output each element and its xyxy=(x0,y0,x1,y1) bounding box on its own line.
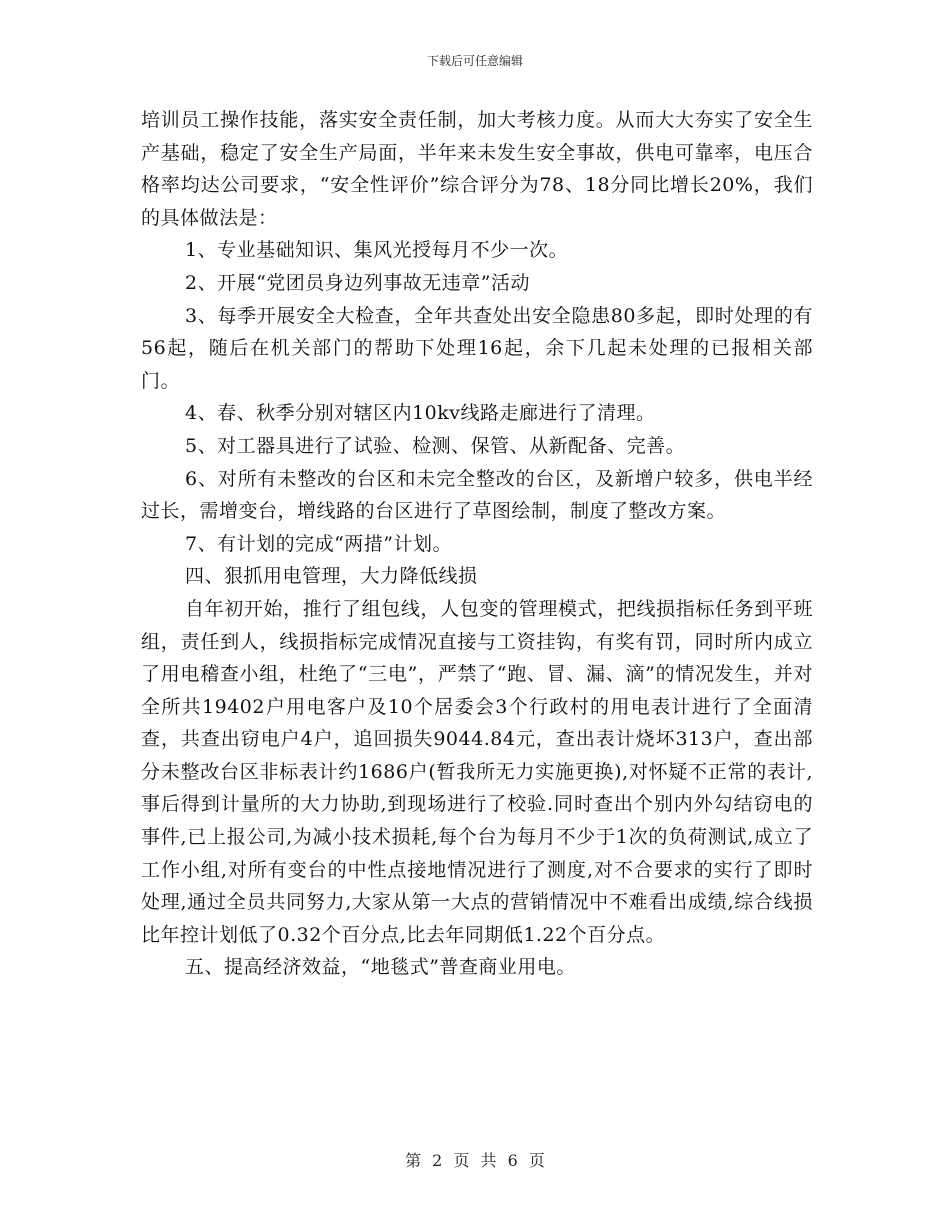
paragraph-10: 自年初开始，推行了组包线，人包变的管理模式，把线损指标任务到平班组，责任到人，线损指标完成情况直接与工资挂钩，有奖有罚，同时所内成立了用电稽查小组，杜绝了“三电”，严禁了“跑、冒、漏、滴”的情况发生，并对全所共19402户用电客户及10个居委会3个行政村的用电表计进行了全面清查，共查出窃电户4户，追回损失9044.84元，查出表计烧坏313户，查出部分未整改台区非标表计约1686户(暂我所无力实施更换),对怀疑不正常的表计,事后得到计量所的大力协助,到现场进行了校验.同时查出个别内外勾结窃电的事件,已上报公司,为减小技术损耗,每个台为每月不少于1次的负荷测试,成立了工作小组,对所有变台的中性点接地情况进行了测度,对不合要求的实行了即时处理,通过全员共同努力,大家从第一大点的营销情况中不难看出成绩,综合线损比年控计划低了0.32个百分点,比去年同期低1.22个百分点。 xyxy=(141,597,813,946)
page-footer: 第 2 页 共 6 页 xyxy=(405,1151,545,1170)
paragraph-6: 5、对工器具进行了试验、检测、保管、从新配备、完善。 xyxy=(185,434,686,457)
paragraph-3: 2、开展“党团员身边列事故无违章”活动 xyxy=(185,271,531,294)
page-header: 下载后可任意编辑 xyxy=(426,54,523,68)
section-heading-4: 四、狠抓用电管理，大力降低线损 xyxy=(185,565,478,588)
paragraph-5: 4、春、秋季分别对辖区内10kv线路走廊进行了清理。 xyxy=(185,402,656,425)
paragraph-2: 1、专业基础知识、集风光授每月不少一次。 xyxy=(185,239,569,262)
paragraph-1: 培训员工操作技能，落实安全责任制，加大考核力度。从而大大夯实了安全生产基础，稳定了安全生产局面，半年来未发生安全事故，供电可靠率，电压合格率均达公司要求，“安全性评价”综合评分为78、18分同比增长20%，我们的具体做法是： xyxy=(141,109,813,229)
paragraph-4: 3、每季开展安全大检查，全年共查处出安全隐患80多起，即时处理的有56起，随后在机关部门的帮助下处理16起，余下几起未处理的已报相关部门。 xyxy=(141,304,813,392)
section-heading-5: 五、提高经济效益，“地毯式”普查商业用电。 xyxy=(185,956,576,979)
paragraph-8: 7、有计划的完成“两措”计划。 xyxy=(185,532,453,555)
paragraph-7: 6、对所有未整改的台区和未完全整改的台区，及新增户较多，供电半经过长，需增变台，增线路的台区进行了草图绘制，制度了整改方案。 xyxy=(141,467,813,523)
document-body xyxy=(141,104,813,984)
